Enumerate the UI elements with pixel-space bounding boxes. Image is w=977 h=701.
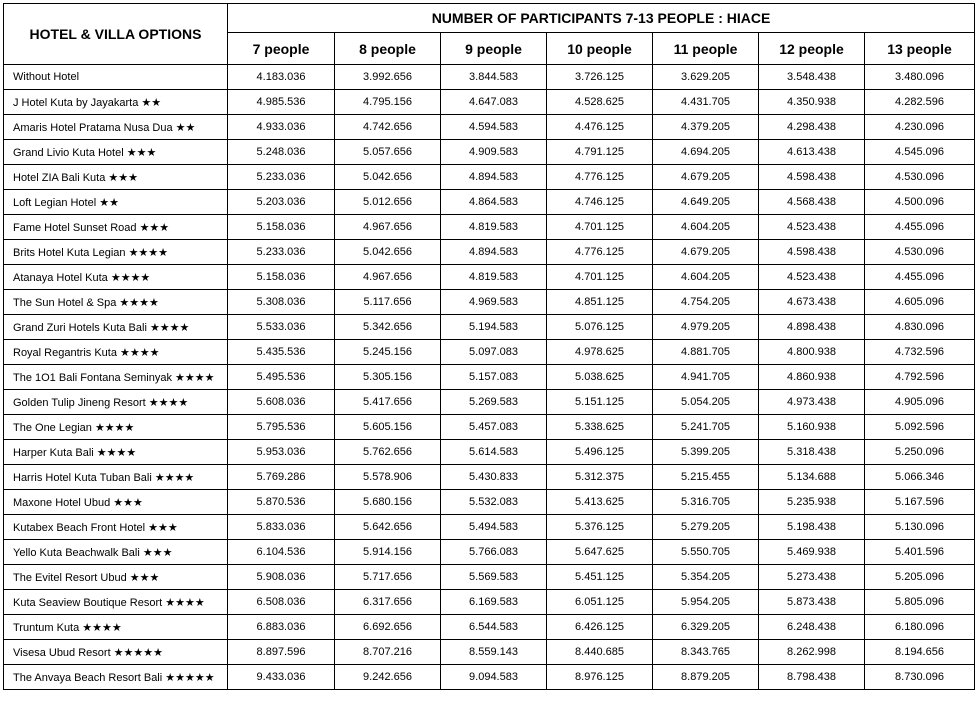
hotel-name-cell: Maxone Hotel Ubud ★★★ [4,490,228,515]
price-cell: 4.933.036 [228,115,335,140]
price-cell: 6.248.438 [759,615,865,640]
price-cell: 5.435.536 [228,340,335,365]
table-body [4,65,975,690]
price-cell: 5.430.833 [441,465,547,490]
hotel-name-cell: Harris Hotel Kuta Tuban Bali ★★★★ [4,465,228,490]
price-cell: 8.730.096 [865,665,975,690]
price-cell: 4.969.583 [441,290,547,315]
price-cell: 5.198.438 [759,515,865,540]
price-cell: 8.879.205 [653,665,759,690]
price-cell: 5.235.938 [759,490,865,515]
price-cell: 4.967.656 [335,215,441,240]
price-cell: 5.042.656 [335,240,441,265]
price-cell: 6.329.205 [653,615,759,640]
hotel-name-cell: Grand Livio Kuta Hotel ★★★ [4,140,228,165]
price-cell: 5.167.596 [865,490,975,515]
price-cell: 5.305.156 [335,365,441,390]
price-cell: 4.701.125 [547,215,653,240]
price-cell: 4.455.096 [865,265,975,290]
price-cell: 4.967.656 [335,265,441,290]
price-cell: 5.680.156 [335,490,441,515]
price-cell: 8.343.765 [653,640,759,665]
table-row [4,365,975,390]
table-row [4,490,975,515]
price-cell: 9.242.656 [335,665,441,690]
hotel-name-cell: Amaris Hotel Pratama Nusa Dua ★★ [4,115,228,140]
price-cell: 5.160.938 [759,415,865,440]
hotel-name-cell: Harper Kuta Bali ★★★★ [4,440,228,465]
price-cell: 4.791.125 [547,140,653,165]
column-header: 11 people [653,33,759,65]
table-row [4,615,975,640]
price-cell: 5.273.438 [759,565,865,590]
price-cell: 5.642.656 [335,515,441,540]
table-row [4,190,975,215]
price-cell: 4.792.596 [865,365,975,390]
table-row [4,465,975,490]
price-cell: 6.051.125 [547,590,653,615]
hotel-name-cell: Truntum Kuta ★★★★ [4,615,228,640]
price-cell: 3.480.096 [865,65,975,90]
price-cell: 5.533.036 [228,315,335,340]
price-cell: 4.431.705 [653,90,759,115]
price-cell: 4.973.438 [759,390,865,415]
table-row [4,640,975,665]
hotel-name-cell: Golden Tulip Jineng Resort ★★★★ [4,390,228,415]
price-cell: 5.376.125 [547,515,653,540]
price-cell: 6.317.656 [335,590,441,615]
price-cell: 4.819.583 [441,215,547,240]
price-cell: 5.012.656 [335,190,441,215]
price-cell: 4.298.438 [759,115,865,140]
price-cell: 5.401.596 [865,540,975,565]
price-cell: 4.754.205 [653,290,759,315]
table-row [4,415,975,440]
price-cell: 4.694.205 [653,140,759,165]
price-cell: 5.914.156 [335,540,441,565]
price-cell: 5.413.625 [547,490,653,515]
table-row [4,115,975,140]
price-cell: 4.598.438 [759,165,865,190]
price-cell: 5.769.286 [228,465,335,490]
price-cell: 6.883.036 [228,615,335,640]
price-cell: 4.350.938 [759,90,865,115]
table-row [4,565,975,590]
price-cell: 8.707.216 [335,640,441,665]
price-cell: 4.476.125 [547,115,653,140]
price-cell: 5.316.705 [653,490,759,515]
price-cell: 4.598.438 [759,240,865,265]
price-cell: 5.494.583 [441,515,547,540]
column-header: 8 people [335,33,441,65]
price-cell: 5.057.656 [335,140,441,165]
table-row [4,65,975,90]
table-row [4,215,975,240]
price-cell: 5.158.036 [228,265,335,290]
column-header: 9 people [441,33,547,65]
price-cell: 3.629.205 [653,65,759,90]
price-cell: 6.169.583 [441,590,547,615]
price-cell: 4.819.583 [441,265,547,290]
price-cell: 9.433.036 [228,665,335,690]
hotel-name-cell: The 1O1 Bali Fontana Seminyak ★★★★ [4,365,228,390]
price-cell: 9.094.583 [441,665,547,690]
price-cell: 4.528.625 [547,90,653,115]
price-cell: 4.230.096 [865,115,975,140]
hotel-name-cell: Fame Hotel Sunset Road ★★★ [4,215,228,240]
price-cell: 5.269.583 [441,390,547,415]
price-cell: 4.898.438 [759,315,865,340]
price-cell: 4.594.583 [441,115,547,140]
price-cell: 6.544.583 [441,615,547,640]
price-cell: 4.530.096 [865,165,975,190]
hotel-name-cell: Brits Hotel Kuta Legian ★★★★ [4,240,228,265]
price-cell: 4.795.156 [335,90,441,115]
price-cell: 5.953.036 [228,440,335,465]
price-cell: 4.732.596 [865,340,975,365]
price-cell: 5.158.036 [228,215,335,240]
price-cell: 8.440.685 [547,640,653,665]
price-cell: 5.233.036 [228,165,335,190]
price-cell: 5.318.438 [759,440,865,465]
price-cell: 4.905.096 [865,390,975,415]
table-row [4,240,975,265]
price-cell: 4.379.205 [653,115,759,140]
table-row [4,90,975,115]
price-cell: 4.523.438 [759,265,865,290]
price-cell: 5.569.583 [441,565,547,590]
price-cell: 4.500.096 [865,190,975,215]
table-row [4,340,975,365]
price-cell: 5.908.036 [228,565,335,590]
price-cell: 5.066.346 [865,465,975,490]
price-cell: 5.203.036 [228,190,335,215]
hotel-name-cell: Grand Zuri Hotels Kuta Bali ★★★★ [4,315,228,340]
price-cell: 5.130.096 [865,515,975,540]
price-cell: 5.215.455 [653,465,759,490]
table-row [4,665,975,690]
price-cell: 8.798.438 [759,665,865,690]
price-cell: 3.548.438 [759,65,865,90]
price-cell: 5.399.205 [653,440,759,465]
price-cell: 5.241.705 [653,415,759,440]
hotel-name-cell: The Evitel Resort Ubud ★★★ [4,565,228,590]
price-cell: 4.282.596 [865,90,975,115]
price-cell: 5.233.036 [228,240,335,265]
price-cell: 4.941.705 [653,365,759,390]
hotel-name-cell: Visesa Ubud Resort ★★★★★ [4,640,228,665]
table-row [4,440,975,465]
price-cell: 4.183.036 [228,65,335,90]
hotel-name-cell: Royal Regantris Kuta ★★★★ [4,340,228,365]
price-cell: 5.873.438 [759,590,865,615]
price-cell: 5.076.125 [547,315,653,340]
table-row [4,290,975,315]
price-cell: 5.578.906 [335,465,441,490]
price-cell: 6.180.096 [865,615,975,640]
price-cell: 5.054.205 [653,390,759,415]
price-cell: 5.312.375 [547,465,653,490]
hotel-name-cell: Atanaya Hotel Kuta ★★★★ [4,265,228,290]
price-cell: 5.042.656 [335,165,441,190]
price-cell: 4.776.125 [547,165,653,190]
hotel-name-cell: Kutabex Beach Front Hotel ★★★ [4,515,228,540]
table-row [4,140,975,165]
hotel-name-cell: Loft Legian Hotel ★★ [4,190,228,215]
price-cell: 4.530.096 [865,240,975,265]
price-cell: 6.104.536 [228,540,335,565]
price-cell: 4.978.625 [547,340,653,365]
price-cell: 5.354.205 [653,565,759,590]
price-cell: 4.523.438 [759,215,865,240]
price-cell: 4.851.125 [547,290,653,315]
price-cell: 5.205.096 [865,565,975,590]
price-cell: 5.157.083 [441,365,547,390]
hotel-name-cell: The Anvaya Beach Resort Bali ★★★★★ [4,665,228,690]
price-cell: 5.457.083 [441,415,547,440]
price-cell: 5.134.688 [759,465,865,490]
price-cell: 4.701.125 [547,265,653,290]
price-cell: 5.151.125 [547,390,653,415]
hotel-name-cell: Kuta Seaview Boutique Resort ★★★★ [4,590,228,615]
price-cell: 4.830.096 [865,315,975,340]
price-cell: 5.766.083 [441,540,547,565]
price-cell: 5.496.125 [547,440,653,465]
hotel-name-cell: Hotel ZIA Bali Kuta ★★★ [4,165,228,190]
price-cell: 4.742.656 [335,115,441,140]
price-cell: 4.776.125 [547,240,653,265]
price-cell: 4.746.125 [547,190,653,215]
price-cell: 4.568.438 [759,190,865,215]
price-cell: 5.338.625 [547,415,653,440]
column-header: 13 people [865,33,975,65]
price-cell: 6.692.656 [335,615,441,640]
table-row [4,315,975,340]
price-cell: 4.604.205 [653,215,759,240]
table-row [4,515,975,540]
price-cell: 5.097.083 [441,340,547,365]
column-header: 12 people [759,33,865,65]
price-cell: 5.469.938 [759,540,865,565]
table-row [4,265,975,290]
price-cell: 4.881.705 [653,340,759,365]
price-cell: 8.897.596 [228,640,335,665]
price-cell: 3.992.656 [335,65,441,90]
price-cell: 4.894.583 [441,240,547,265]
column-header: 10 people [547,33,653,65]
price-cell: 5.417.656 [335,390,441,415]
price-cell: 4.864.583 [441,190,547,215]
price-cell: 5.451.125 [547,565,653,590]
price-cell: 4.605.096 [865,290,975,315]
table-row [4,165,975,190]
participants-header: NUMBER OF PARTICIPANTS 7-13 PEOPLE : HIACE [228,4,975,33]
price-cell: 5.194.583 [441,315,547,340]
hotel-name-cell: Without Hotel [4,65,228,90]
price-cell: 8.262.998 [759,640,865,665]
price-cell: 5.250.096 [865,440,975,465]
price-cell: 5.605.156 [335,415,441,440]
price-cell: 5.245.156 [335,340,441,365]
price-cell: 4.800.938 [759,340,865,365]
price-cell: 4.985.536 [228,90,335,115]
table-row [4,590,975,615]
price-table [3,3,975,690]
price-cell: 5.762.656 [335,440,441,465]
price-cell: 5.608.036 [228,390,335,415]
price-cell: 4.545.096 [865,140,975,165]
price-cell: 5.614.583 [441,440,547,465]
hotel-name-cell: Yello Kuta Beachwalk Bali ★★★ [4,540,228,565]
price-cell: 8.194.656 [865,640,975,665]
price-cell: 5.870.536 [228,490,335,515]
price-cell: 5.532.083 [441,490,547,515]
price-cell: 5.795.536 [228,415,335,440]
price-cell: 5.805.096 [865,590,975,615]
price-cell: 5.092.596 [865,415,975,440]
price-cell: 4.979.205 [653,315,759,340]
price-cell: 5.279.205 [653,515,759,540]
price-cell: 4.679.205 [653,240,759,265]
price-cell: 5.717.656 [335,565,441,590]
table-row [4,540,975,565]
price-cell: 4.649.205 [653,190,759,215]
price-cell: 5.495.536 [228,365,335,390]
price-cell: 6.426.125 [547,615,653,640]
price-cell: 5.954.205 [653,590,759,615]
table-row [4,390,975,415]
price-cell: 4.679.205 [653,165,759,190]
price-cell: 4.613.438 [759,140,865,165]
price-cell: 8.559.143 [441,640,547,665]
column-header: 7 people [228,33,335,65]
hotel-name-cell: The Sun Hotel & Spa ★★★★ [4,290,228,315]
price-cell: 4.909.583 [441,140,547,165]
hotel-options-header: HOTEL & VILLA OPTIONS [4,4,228,65]
price-cell: 5.308.036 [228,290,335,315]
hotel-name-cell: J Hotel Kuta by Jayakarta ★★ [4,90,228,115]
price-cell: 4.894.583 [441,165,547,190]
price-cell: 4.860.938 [759,365,865,390]
price-cell: 4.455.096 [865,215,975,240]
price-cell: 5.342.656 [335,315,441,340]
price-cell: 3.726.125 [547,65,653,90]
price-cell: 5.038.625 [547,365,653,390]
price-cell: 8.976.125 [547,665,653,690]
price-cell: 6.508.036 [228,590,335,615]
price-cell: 5.117.656 [335,290,441,315]
price-cell: 4.647.083 [441,90,547,115]
price-cell: 3.844.583 [441,65,547,90]
price-cell: 4.604.205 [653,265,759,290]
price-cell: 5.647.625 [547,540,653,565]
price-cell: 5.833.036 [228,515,335,540]
price-cell: 5.550.705 [653,540,759,565]
price-cell: 5.248.036 [228,140,335,165]
price-cell: 4.673.438 [759,290,865,315]
hotel-name-cell: The One Legian ★★★★ [4,415,228,440]
